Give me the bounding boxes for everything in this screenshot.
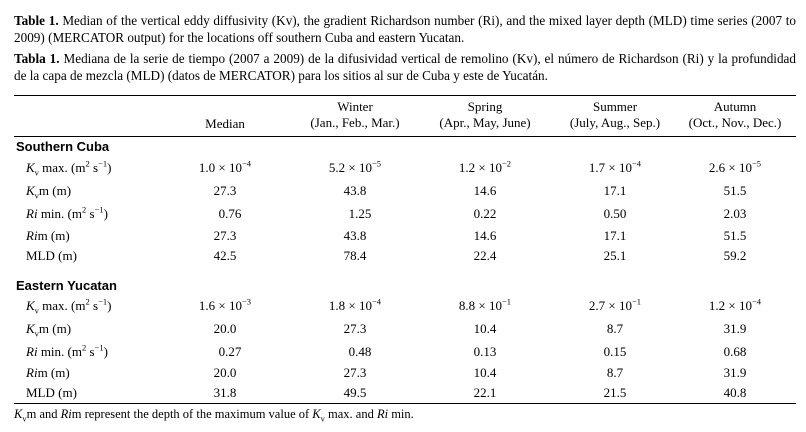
row-label-text: $K_v$ max. ($m^2$ $s^{-1}$): [26, 158, 112, 178]
caption-english-text: Median of the vertical eddy diffusivity (Kv), the gradient Richardson number (Ri), and the mixed layer depth (MLD) time series (2007 to 2009) (MERCATOR output) for the locations off southern Cuba and eastern Yucatan.: [14, 13, 797, 45]
table-cell: 0.13: [473, 344, 497, 359]
table-cell: 22.1: [473, 385, 497, 400]
table-cell: 0.68: [723, 344, 747, 359]
table-cell: $1.7 \times 10^{-4}$: [588, 158, 642, 175]
table-header-rule: [14, 136, 796, 137]
row-label-text: $K_v$ max. ($m^2$ $s^{-1}$): [26, 296, 112, 316]
table-cell: 51.5: [723, 228, 747, 243]
table-cell: 17.1: [603, 183, 627, 198]
table-cell: 43.8: [343, 228, 367, 243]
row-label-text: Rim (m): [26, 228, 70, 243]
table-cell: 8.7: [606, 365, 624, 380]
table-cell: 10.4: [473, 365, 497, 380]
row-label-text: $K_vm$ (m): [26, 183, 72, 201]
column-title: Summer: [592, 99, 638, 114]
row-label-text: Ri min. ($m^2$ $s^{-1}$): [26, 204, 108, 221]
table-cell: 2.03: [723, 206, 747, 221]
column-subtitle: (Apr., May, June): [439, 115, 531, 130]
table-cell: 31.9: [723, 365, 747, 380]
table-cell: 42.5: [213, 248, 237, 263]
table-cell: $8.8 \times 10^{-1}$: [458, 296, 512, 313]
table-cell: 49.5: [343, 385, 367, 400]
table-cell: $2.7 \times 10^{-1}$: [588, 296, 642, 313]
table-cell: 14.6: [473, 183, 497, 198]
table-cell: 1.25: [348, 206, 372, 221]
row-label-ri-min: [26, 206, 108, 222]
table-cell: 14.6: [473, 228, 497, 243]
table-cell: 22.4: [473, 248, 497, 263]
row-label-mld: MLD (m): [26, 248, 77, 263]
section-title-southern-cuba: Southern Cuba: [16, 139, 110, 154]
caption-english: [14, 13, 796, 46]
table-cell: 43.8: [343, 183, 367, 198]
table-cell: 31.9: [723, 321, 747, 336]
table-cell: 27.3: [343, 321, 367, 336]
table-cell: $1.6 \times 10^{-3}$: [198, 296, 252, 313]
table-cell: 0.50: [603, 206, 627, 221]
table-cell: 31.8: [213, 385, 237, 400]
table-cell: 78.4: [343, 248, 367, 263]
row-label-kv-max: [26, 160, 111, 176]
row-label-kv-max: [26, 298, 111, 314]
table-cell: 21.5: [603, 385, 627, 400]
table-cell: $1.2 \times 10^{-4}$: [708, 296, 762, 313]
table-cell: 20.0: [213, 365, 237, 380]
table-cell: 8.7: [606, 321, 624, 336]
table-cell: 51.5: [723, 183, 747, 198]
row-label-text: $K_vm$ (m): [26, 321, 72, 339]
row-label-ri-min: [26, 344, 108, 360]
table-cell: $1.2 \times 10^{-2}$: [458, 158, 512, 175]
table-top-rule: [14, 95, 796, 96]
row-label-kvm: [26, 183, 71, 199]
table-cell: $5.2 \times 10^{-5}$: [328, 158, 382, 175]
caption-spanish: [14, 51, 796, 84]
footnote-text: $K_vm$ and Rim represent the depth of the maximum value of $K_v$ max. and Ri min.: [14, 407, 414, 424]
table-cell: 0.48: [348, 344, 372, 359]
column-header-spring: [420, 99, 550, 131]
caption-spanish-label: Tabla 1.: [14, 51, 60, 66]
column-title: Median: [205, 116, 245, 131]
column-header-autumn: [670, 99, 800, 131]
column-subtitle: (Oct., Nov., Dec.): [688, 115, 782, 130]
table-cell: 0.15: [603, 344, 627, 359]
column-subtitle: (July, Aug., Sep.): [569, 115, 661, 130]
row-label-text: Ri min. ($m^2$ $s^{-1}$): [26, 342, 108, 359]
table-cell: $2.6 \times 10^{-5}$: [708, 158, 762, 175]
table-cell: 59.2: [723, 248, 747, 263]
column-title: Spring: [467, 99, 503, 114]
table-cell: 20.0: [213, 321, 237, 336]
table-cell: 0.76: [218, 206, 242, 221]
table-cell: 27.3: [213, 183, 237, 198]
row-label-rim: [26, 228, 70, 244]
table-cell: 40.8: [723, 385, 747, 400]
column-header-median: [170, 116, 280, 132]
table-bottom-rule: [14, 403, 796, 404]
table-cell: 27.3: [213, 228, 237, 243]
row-label-mld: MLD (m): [26, 385, 77, 400]
table-cell: 25.1: [603, 248, 627, 263]
column-header-winter: [290, 99, 420, 131]
caption-english-label: Table 1.: [14, 13, 59, 28]
caption-spanish-text: Mediana de la serie de tiempo (2007 a 2009) de la difusividad vertical de remolino (Kv), el número de Richardson (Ri) y la profundidad de la capa de mezcla (MLD) (datos de MERCATOR) para los sitios al sur de Cuba y este de Yucatán.: [14, 51, 796, 83]
table-cell: 17.1: [603, 228, 627, 243]
column-title: Winter: [337, 99, 373, 114]
table-cell: $1.8 \times 10^{-4}$: [328, 296, 382, 313]
row-label-rim: [26, 365, 70, 381]
table-cell: $1.0 \times 10^{-4}$: [198, 158, 252, 175]
section-title-eastern-yucatan: Eastern Yucatan: [16, 278, 117, 293]
table-cell: 27.3: [343, 365, 367, 380]
table-cell: 0.27: [218, 344, 242, 359]
row-label-kvm: [26, 321, 71, 337]
table-footnote: [14, 407, 414, 422]
table-cell: 0.22: [473, 206, 497, 221]
column-header-summer: [550, 99, 680, 131]
column-title: Autumn: [713, 99, 757, 114]
column-subtitle: (Jan., Feb., Mar.): [310, 115, 400, 130]
table-cell: 10.4: [473, 321, 497, 336]
row-label-text: Rim (m): [26, 365, 70, 380]
